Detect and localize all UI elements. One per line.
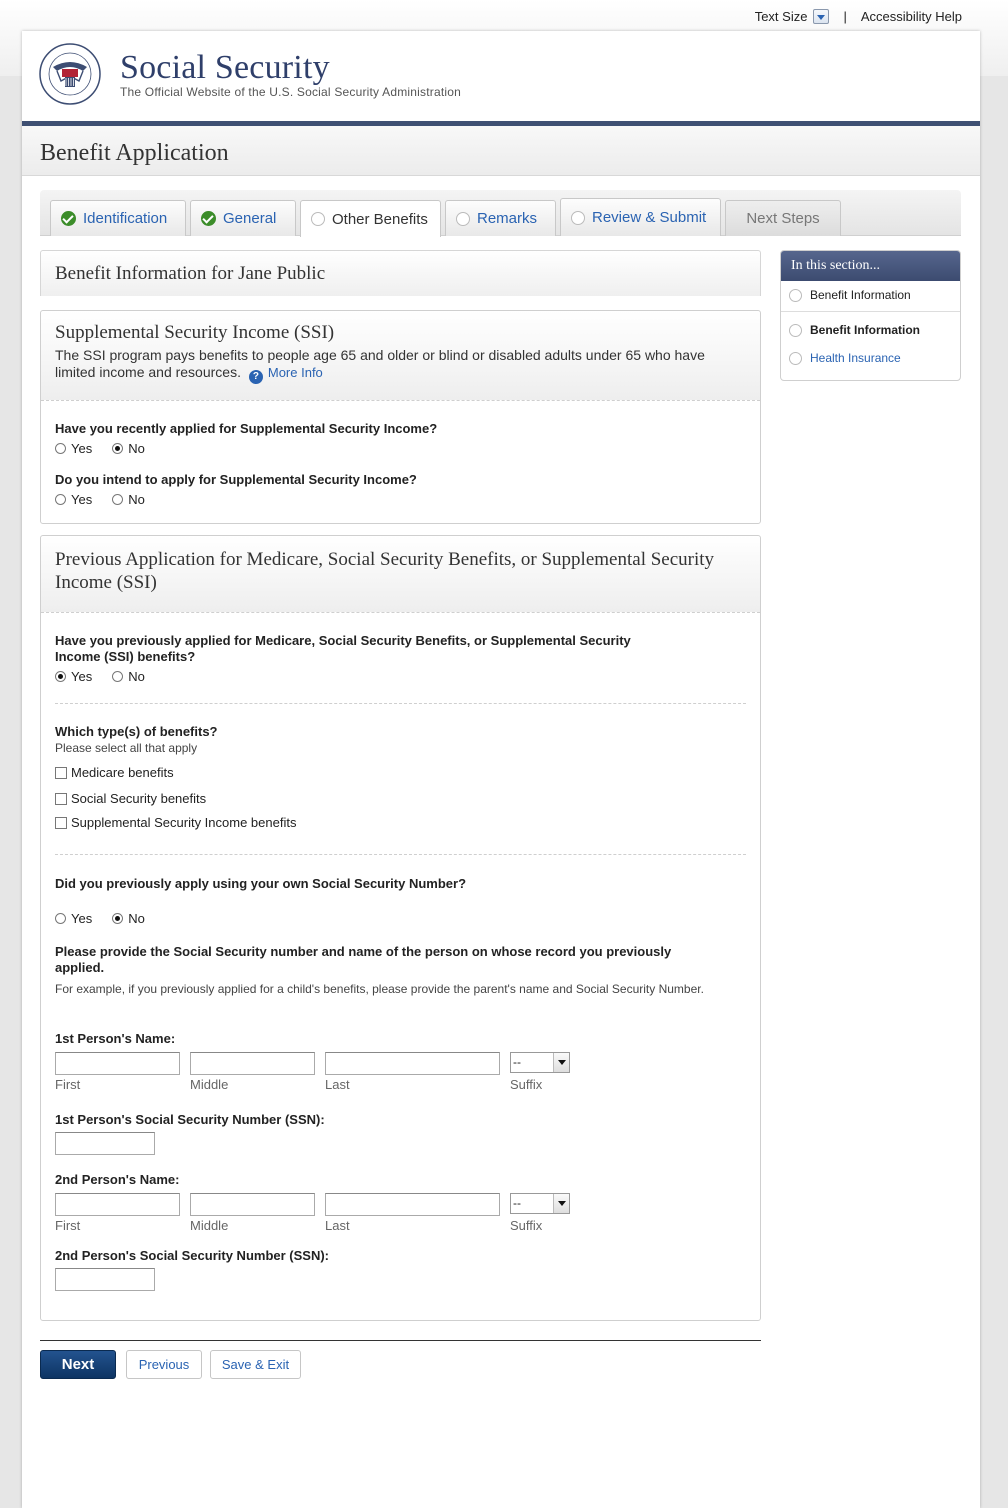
site-subtitle: The Official Website of the U.S. Social Security Administration bbox=[120, 85, 461, 99]
previous-button[interactable]: Previous bbox=[126, 1350, 202, 1379]
own-ssn-radios bbox=[55, 911, 165, 926]
ssi-description-block bbox=[55, 347, 746, 384]
progress-circle-icon bbox=[311, 212, 325, 226]
suffix-label: Suffix bbox=[510, 1077, 543, 1092]
person2-first-input[interactable] bbox=[55, 1193, 180, 1216]
first-label: First bbox=[55, 1077, 81, 1092]
progress-circle-icon bbox=[789, 352, 802, 365]
tab-label: Identification bbox=[83, 210, 168, 227]
utility-separator: | bbox=[843, 8, 847, 24]
sidebar-title: In this section... bbox=[781, 251, 960, 281]
tab-strip bbox=[40, 190, 961, 236]
ssi-panel-header bbox=[41, 311, 760, 400]
next-button[interactable]: Next bbox=[40, 1350, 116, 1379]
sidebar-item-benefit-information[interactable]: Benefit Information bbox=[789, 288, 911, 302]
help-icon[interactable]: ? bbox=[249, 370, 263, 384]
ssi-q1-yes-radio[interactable]: Yes bbox=[55, 441, 92, 456]
ssa-seal-icon[interactable] bbox=[39, 43, 101, 105]
progress-circle-icon bbox=[789, 324, 802, 337]
dropdown-arrow-icon bbox=[553, 1053, 569, 1072]
footer-rule bbox=[40, 1340, 761, 1341]
check-icon bbox=[61, 211, 76, 226]
tab-review-submit[interactable] bbox=[560, 198, 721, 236]
middle-label: Middle bbox=[190, 1218, 229, 1233]
tab-identification[interactable] bbox=[50, 200, 186, 236]
more-info-link[interactable]: More Info bbox=[267, 365, 323, 380]
page-title: Benefit Application bbox=[40, 140, 229, 166]
page-header bbox=[22, 126, 980, 176]
person1-middle-input[interactable] bbox=[190, 1052, 315, 1075]
check-icon bbox=[201, 211, 216, 226]
ssi-description: The SSI program pays benefits to people age 65 and older or blind or disabled adults under 65 who have limited income and resources. bbox=[55, 347, 705, 380]
previous-q1-no-radio[interactable]: No bbox=[112, 669, 145, 684]
ssi-q2-yes-radio[interactable]: Yes bbox=[55, 492, 92, 507]
tab-label: General bbox=[223, 210, 277, 227]
medicare-checkbox[interactable]: Medicare benefits bbox=[55, 765, 174, 780]
ssi-q1-radios bbox=[55, 441, 165, 456]
previous-title: Previous Application for Medicare, Social Security Benefits, or Supplemental Security Income (SSI) bbox=[55, 549, 715, 593]
first-label: First bbox=[55, 1218, 81, 1233]
last-label: Last bbox=[325, 1077, 350, 1092]
previous-q1-radios bbox=[55, 669, 165, 684]
types-label: Which type(s) of benefits? bbox=[55, 724, 218, 739]
masthead bbox=[22, 31, 980, 121]
previous-panel-header bbox=[41, 536, 760, 612]
divider bbox=[55, 854, 746, 855]
previous-application-panel bbox=[40, 535, 761, 1321]
person1-name-label: 1st Person's Name: bbox=[55, 1031, 176, 1046]
progress-circle-icon bbox=[571, 211, 585, 225]
sidebar-item-benefit-information-current[interactable]: Benefit Information bbox=[789, 323, 920, 337]
benefit-info-header: Benefit Information for Jane Public bbox=[40, 250, 761, 296]
divider bbox=[55, 703, 746, 704]
utility-bar bbox=[755, 7, 962, 25]
person2-ssn-input[interactable] bbox=[55, 1268, 155, 1291]
person2-last-input[interactable] bbox=[325, 1193, 500, 1216]
person1-last-input[interactable] bbox=[325, 1052, 500, 1075]
divider bbox=[41, 400, 760, 401]
dropdown-arrow-icon bbox=[553, 1194, 569, 1213]
ssi-q2-radios bbox=[55, 492, 165, 507]
page-container bbox=[22, 31, 980, 1508]
person2-ssn-label: 2nd Person's Social Security Number (SSN): bbox=[55, 1248, 329, 1263]
tab-general[interactable] bbox=[190, 200, 296, 236]
social-security-checkbox[interactable]: Social Security benefits bbox=[55, 791, 206, 806]
ssi-q1-label: Have you recently applied for Supplemental Security Income? bbox=[55, 421, 438, 436]
tab-label: Next Steps bbox=[746, 210, 820, 227]
ssi-q2-no-radio[interactable]: No bbox=[112, 492, 145, 507]
text-size-label[interactable]: Text Size bbox=[754, 8, 808, 24]
middle-label: Middle bbox=[190, 1077, 229, 1092]
own-ssn-yes-radio[interactable]: Yes bbox=[55, 911, 92, 926]
ssi-checkbox[interactable]: Supplemental Security Income benefits bbox=[55, 815, 296, 830]
person1-ssn-input[interactable] bbox=[55, 1132, 155, 1155]
own-ssn-label: Did you previously apply using your own Social Security Number? bbox=[55, 876, 467, 891]
tab-label: Review & Submit bbox=[592, 209, 707, 226]
person2-name-label: 2nd Person's Name: bbox=[55, 1172, 180, 1187]
ssi-q1-no-radio[interactable]: No bbox=[112, 441, 145, 456]
tab-next-steps bbox=[725, 200, 841, 236]
previous-q1-label: Have you previously applied for Medicare, Social Security Benefits, or Supplemental Security Income (SSI) benefits? bbox=[55, 633, 631, 664]
provide-hint: For example, if you previously applied for a child's benefits, please provide the parent's name and Social Security Number. bbox=[55, 982, 704, 996]
text-size-dropdown-icon[interactable] bbox=[813, 9, 829, 24]
divider bbox=[41, 612, 760, 613]
save-exit-button[interactable]: Save & Exit bbox=[210, 1350, 301, 1379]
person2-suffix-select[interactable]: -- bbox=[510, 1193, 570, 1214]
sidebar-item-health-insurance[interactable]: Health Insurance bbox=[789, 351, 901, 365]
person2-middle-input[interactable] bbox=[190, 1193, 315, 1216]
person1-ssn-label: 1st Person's Social Security Number (SSN): bbox=[55, 1112, 325, 1127]
suffix-label: Suffix bbox=[510, 1218, 543, 1233]
tab-label: Remarks bbox=[477, 210, 538, 227]
tab-remarks[interactable] bbox=[445, 200, 556, 236]
section-sidebar bbox=[780, 250, 961, 381]
provide-label: Please provide the Social Security number and name of the person on whose record you previously applied. bbox=[55, 944, 672, 975]
tab-label: Other Benefits bbox=[332, 210, 428, 228]
previous-q1-yes-radio[interactable]: Yes bbox=[55, 669, 92, 684]
tab-other-benefits[interactable] bbox=[300, 200, 441, 237]
progress-circle-icon bbox=[789, 289, 802, 302]
progress-circle-icon bbox=[456, 212, 470, 226]
ssi-q2-label: Do you intend to apply for Supplemental Security Income? bbox=[55, 472, 417, 487]
last-label: Last bbox=[325, 1218, 350, 1233]
sidebar-divider bbox=[781, 311, 960, 312]
site-title[interactable]: Social Security bbox=[120, 49, 330, 86]
ssi-title: Supplemental Security Income (SSI) bbox=[55, 322, 335, 343]
person1-suffix-select[interactable]: -- bbox=[510, 1052, 570, 1073]
accessibility-help-link[interactable]: Accessibility Help bbox=[860, 8, 962, 24]
own-ssn-no-radio[interactable]: No bbox=[112, 911, 145, 926]
person1-first-input[interactable] bbox=[55, 1052, 180, 1075]
types-hint: Please select all that apply bbox=[55, 741, 198, 755]
ssi-panel bbox=[40, 310, 761, 524]
